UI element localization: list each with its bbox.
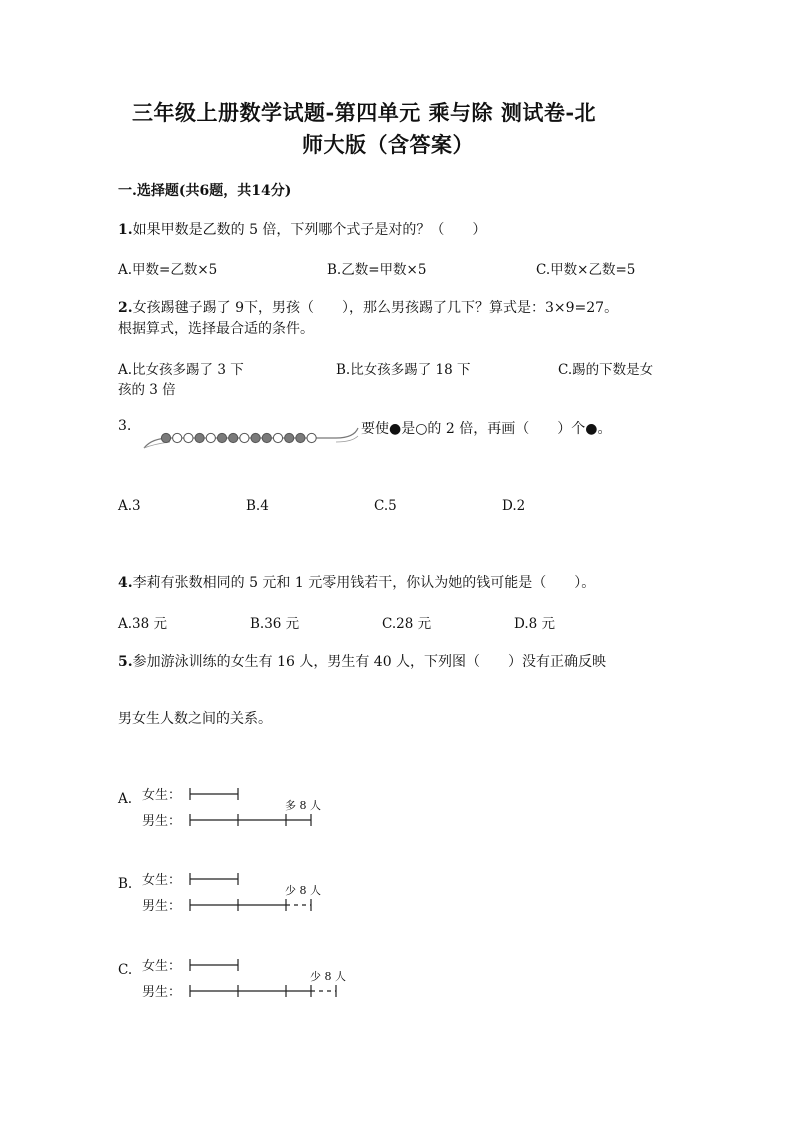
diagram-c-female-label: 女生： [142,959,182,974]
page-title-line2: 师大版（含答案） [302,132,474,157]
question-4 [118,572,595,592]
filled-bead [161,433,170,442]
filled-bead [262,433,271,442]
question-5 [118,651,606,671]
question-2 [118,297,618,317]
diagram-b-female-label: 女生： [142,873,182,888]
question-1-text: 如果甲数是乙数的 5 倍，下列哪个式子是对的？（ ） [132,222,487,238]
diagram-a-segments [186,786,326,826]
diagram-c-male-label: 男生： [142,985,182,1000]
question-5-option-a-letter: A. [118,791,133,807]
question-3-option-c: C.5 [374,498,397,514]
filled-bead [195,433,204,442]
bead-string-figure [140,422,360,462]
question-2-option-b: B.比女孩多踢了 18 下 [336,362,471,378]
question-2-text-line1: 女孩踢毽子踢了 9下，男孩（ ），那么男孩踢了几下？算式是：3×9=27。 [132,300,619,316]
question-2-text-line2: 根据算式，选择最合适的条件。 [118,321,314,337]
question-4-option-b: B.36 元 [250,616,300,632]
page-title-line1: 三年级上册数学试题-第四单元 乘与除 测试卷-北 [132,100,597,125]
diagram-b-note: 少 8 人 [285,884,321,897]
question-3-option-d: D.2 [502,498,526,514]
question-1-option-b: B.乙数=甲数×5 [327,262,427,278]
filled-bead [296,433,305,442]
question-4-option-c: C.28 元 [382,616,432,632]
question-3-option-a: A.3 [118,498,141,514]
diagram-a-female-label: 女生： [142,788,182,803]
question-3-option-b: B.4 [246,498,269,514]
question-2-option-a: A.比女孩多踢了 3 下 [118,362,244,378]
open-bead [206,433,215,442]
diagram-a-note: 多 8 人 [285,799,321,812]
question-4-number: 4. [118,575,133,591]
question-3-number: 3. [118,418,132,434]
question-5-text-line1: 参加游泳训练的女生有 16 人，男生有 40 人，下列图（ ）没有正确反映 [132,654,607,670]
filled-bead [217,433,226,442]
filled-bead [229,433,238,442]
filled-bead [251,433,260,442]
question-1 [118,219,486,239]
open-bead [273,433,282,442]
open-bead [173,433,182,442]
section-heading: 一.选择题(共6题，共14分) [118,183,292,199]
diagram-b-segments [186,871,326,911]
question-2-number: 2. [118,300,133,316]
open-bead [240,433,249,442]
question-5-option-b-letter: B. [118,876,133,892]
question-4-option-d: D.8 元 [514,616,556,632]
question-1-number: 1. [118,222,133,238]
question-3-text: 要使●是○的 2 倍，再画（ ）个●。 [361,421,612,437]
diagram-b-male-label: 男生： [142,899,182,914]
question-4-option-a: A.38 元 [118,616,168,632]
diagram-c-segments [186,957,346,997]
question-4-text: 李莉有张数相同的 5 元和 1 元零用钱若干，你认为她的钱可能是（ ）。 [132,575,596,591]
question-2-option-c: C.踢的下数是女 [558,362,654,378]
question-1-option-c: C.甲数×乙数=5 [536,262,636,278]
question-2-option-c-continued: 孩的 3 倍 [118,382,176,398]
question-1-option-a: A.甲数=乙数×5 [118,262,218,278]
diagram-a-male-label: 男生： [142,814,182,829]
question-5-number: 5. [118,654,133,670]
open-bead [307,433,316,442]
question-5-text-line2: 男女生人数之间的关系。 [118,711,272,727]
open-bead [184,433,193,442]
filled-bead [285,433,294,442]
question-5-option-c-letter: C. [118,962,133,978]
diagram-c-note: 少 8 人 [310,970,346,983]
